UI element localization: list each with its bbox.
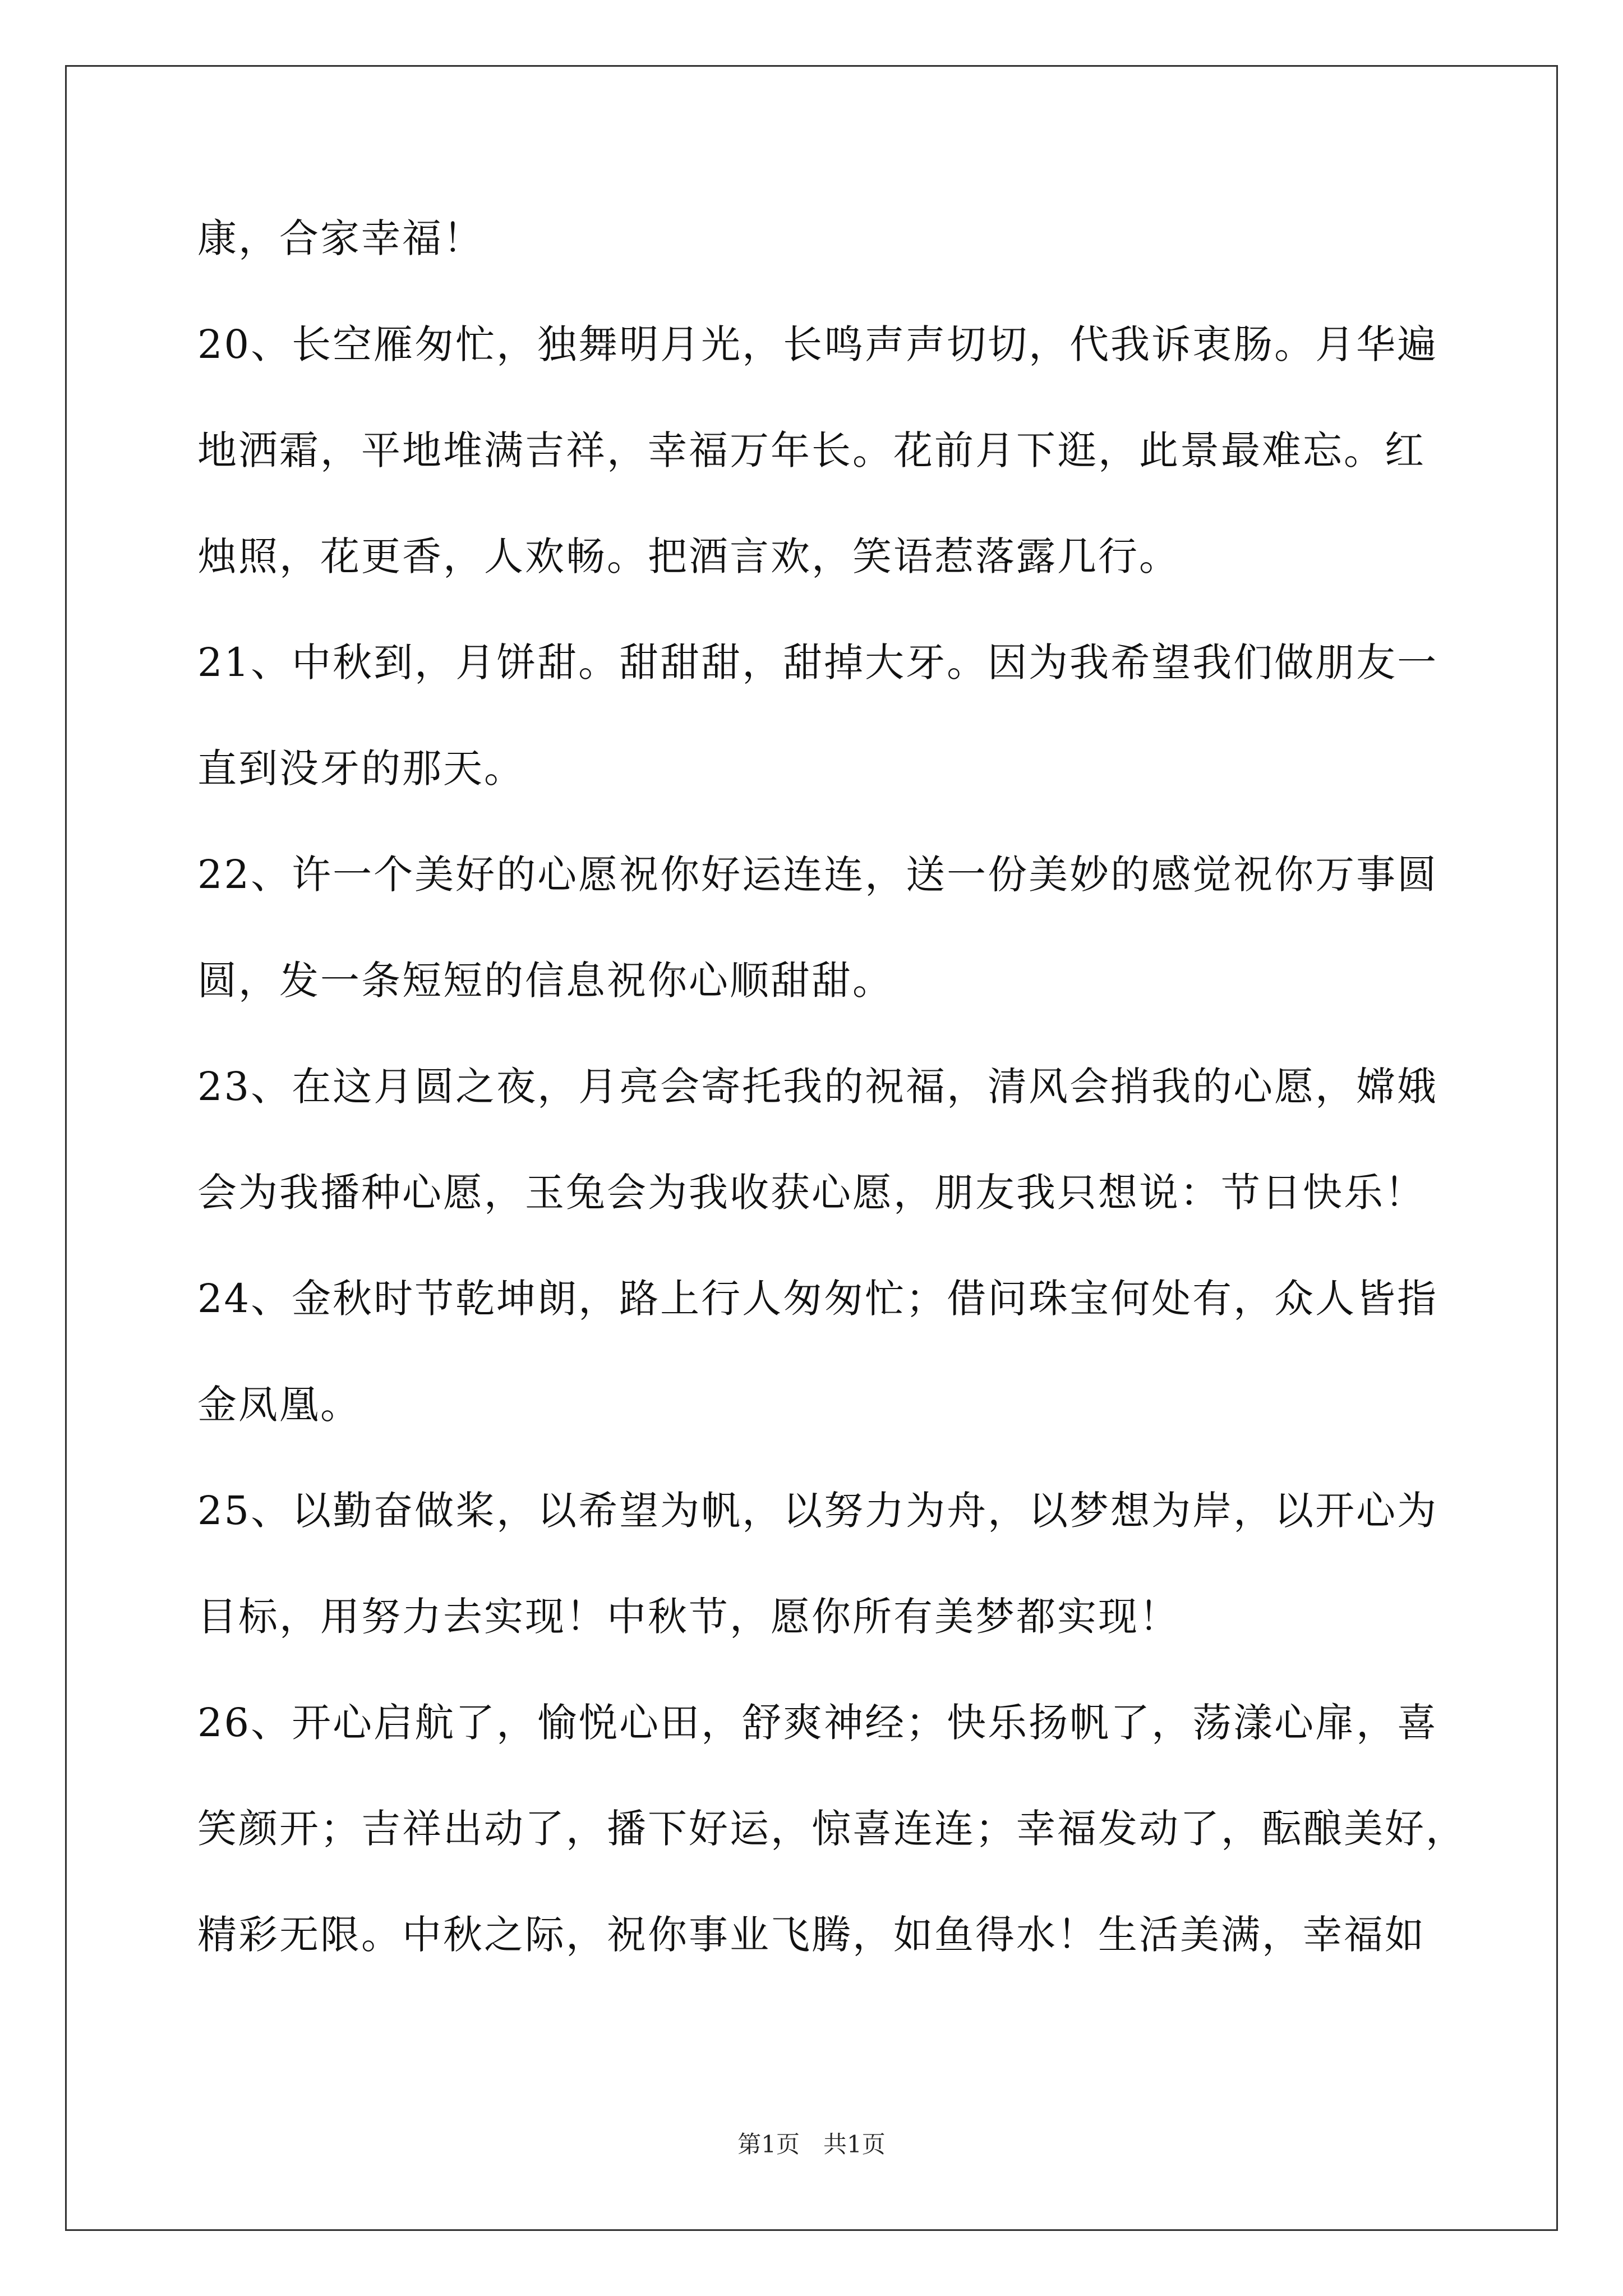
text-line: 25、以勤奋做桨，以希望为帆，以努力为舟，以梦想为岸，以开心为 xyxy=(197,1488,1438,1534)
text-line: 精彩无限。中秋之际，祝你事业飞腾，如鱼得水！生活美满，幸福如 xyxy=(197,1912,1426,1958)
text-line: 康，合家幸福！ xyxy=(197,215,484,261)
document-body xyxy=(197,215,1467,2021)
text-line: 目标，用努力去实现！中秋节，愿你所有美梦都实现！ xyxy=(197,1594,1180,1640)
text-line: 21、中秋到，月饼甜。甜甜甜，甜掉大牙。因为我希望我们做朋友一 xyxy=(197,639,1438,685)
text-line: 直到没牙的那天。 xyxy=(197,746,525,792)
text-line: 22、许一个美好的心愿祝你好运连连，送一份美妙的感觉祝你万事圆 xyxy=(197,852,1438,898)
text-line: 地洒霜，平地堆满吉祥，幸福万年长。花前月下逛，此景最难忘。红 xyxy=(197,427,1426,473)
page-footer: 第1页 共1页 xyxy=(737,2131,886,2158)
text-line: 金凤凰。 xyxy=(197,1382,361,1428)
text-line: 会为我播种心愿，玉兔会为我收获心愿，朋友我只想说：节日快乐！ xyxy=(197,1170,1426,1216)
text-line: 23、在这月圆之夜，月亮会寄托我的祝福，清风会捎我的心愿，嫦娥 xyxy=(197,1064,1438,1110)
text-line: 烛照，花更香，人欢畅。把酒言欢，笑语惹落露几行。 xyxy=(197,533,1180,579)
text-line: 圆，发一条短短的信息祝你心顺甜甜。 xyxy=(197,958,893,1004)
text-line: 20、长空雁匆忙，独舞明月光，长鸣声声切切，代我诉衷肠。月华遍 xyxy=(197,321,1438,367)
text-line: 26、开心启航了，愉悦心田，舒爽神经；快乐扬帆了，荡漾心扉，喜 xyxy=(197,1700,1438,1746)
text-line: 24、金秋时节乾坤朗，路上行人匆匆忙；借问珠宝何处有，众人皆指 xyxy=(197,1276,1438,1322)
text-line: 笑颜开；吉祥出动了，播下好运，惊喜连连；幸福发动了，酝酿美好， xyxy=(197,1806,1467,1852)
